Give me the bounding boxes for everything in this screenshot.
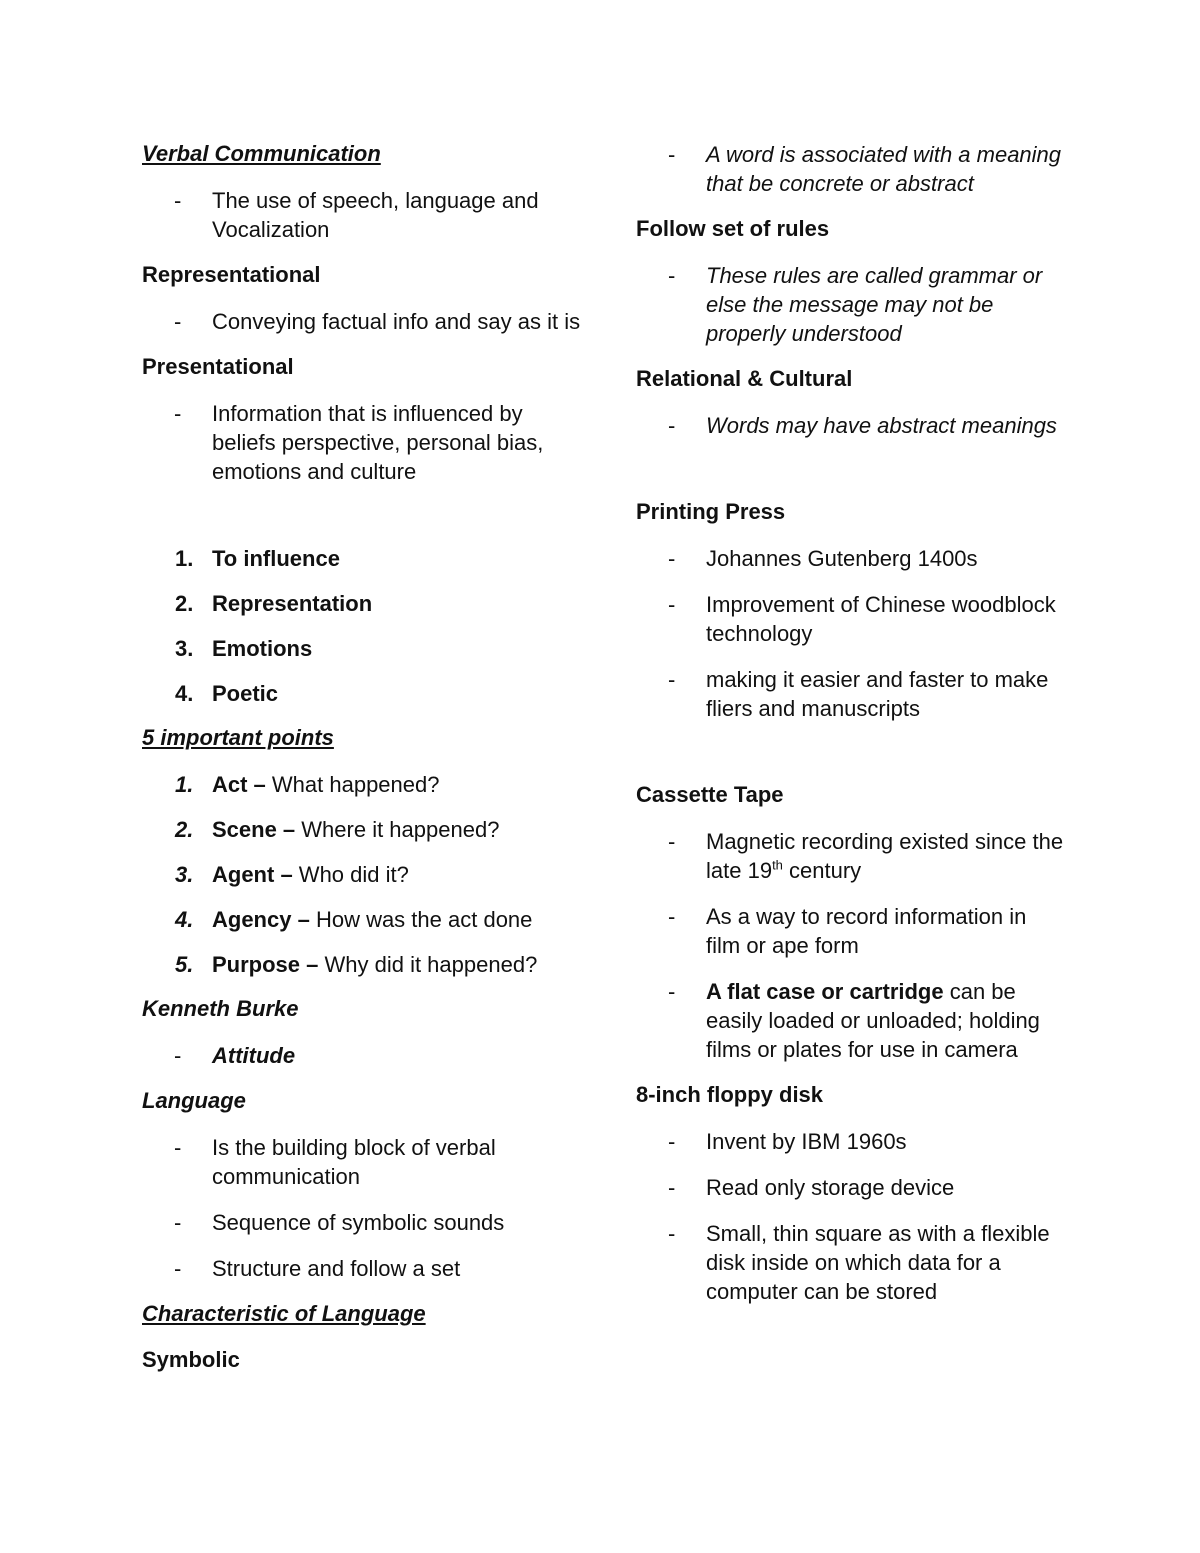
list-item: - Read only storage device xyxy=(668,1175,955,1200)
verbal-communication-list xyxy=(142,186,582,244)
list-item: - Information that is influenced by beliefs perspective, personal bias, emotions and culture xyxy=(174,401,544,484)
list-item: - Sequence of symbolic sounds xyxy=(174,1210,505,1235)
list-item: - Attitude xyxy=(174,1043,296,1068)
list-item: 1. Act – What happened? xyxy=(175,772,440,797)
list-item: - Words may have abstract meanings xyxy=(668,413,1057,438)
functions-list xyxy=(142,544,582,708)
list-item: 2. Representation xyxy=(175,591,373,616)
list-item: - A word is associated with a meaning that be concrete or abstract xyxy=(668,142,1062,196)
language-list xyxy=(142,1133,582,1283)
kenneth-burke-list xyxy=(142,1041,582,1070)
list-item: - A flat case or cartridge can be easily loaded or unloaded; holding films or plates for use in camera xyxy=(668,979,1040,1062)
presentational-list xyxy=(142,399,582,486)
list-item: - Conveying factual info and say as it is xyxy=(174,309,581,334)
list-item: - Johannes Gutenberg 1400s xyxy=(668,546,978,571)
language-heading: Language xyxy=(142,1088,246,1113)
important-points-list xyxy=(142,770,582,979)
follow-rules-heading: Follow set of rules xyxy=(636,216,830,241)
relational-cultural-list xyxy=(636,411,1066,440)
list-item: - Invent by IBM 1960s xyxy=(668,1129,907,1154)
list-item: - making it easier and faster to make fliers and manuscripts xyxy=(668,667,1049,721)
list-item: - Small, thin square as with a flexible disk inside on which data for a computer can be stored xyxy=(668,1221,1050,1304)
list-item: 3. Agent – Who did it? xyxy=(175,862,409,887)
important-points-heading: 5 important points xyxy=(142,725,334,750)
left-column xyxy=(142,140,582,1392)
floppy-disk-list xyxy=(636,1127,1066,1306)
list-item: 1. To influence xyxy=(175,546,340,571)
kenneth-burke-heading: Kenneth Burke xyxy=(142,996,299,1021)
list-item: - These rules are called grammar or else the message may not be properly understood xyxy=(668,263,1043,346)
floppy-disk-heading: 8-inch floppy disk xyxy=(636,1082,824,1107)
list-item: - Improvement of Chinese woodblock technology xyxy=(668,592,1056,646)
list-item: - The use of speech, language and Vocalization xyxy=(174,188,539,242)
relational-cultural-heading: Relational & Cultural xyxy=(636,366,853,391)
printing-press-list xyxy=(636,544,1066,723)
characteristic-of-language-heading: Characteristic of Language xyxy=(142,1301,426,1326)
list-item: 5. Purpose – Why did it happened? xyxy=(175,952,538,977)
list-item: - As a way to record information in film or ape form xyxy=(668,904,1027,958)
symbolic-list xyxy=(636,140,1066,198)
list-item: 3. Emotions xyxy=(175,636,313,661)
follow-rules-list xyxy=(636,261,1066,348)
verbal-communication-heading: Verbal Communication xyxy=(142,141,381,166)
list-item: - Is the building block of verbal communication xyxy=(174,1135,496,1189)
cassette-tape-list xyxy=(636,827,1066,1064)
presentational-heading: Presentational xyxy=(142,354,294,379)
list-item: 4. Agency – How was the act done xyxy=(175,907,533,932)
symbolic-heading: Symbolic xyxy=(142,1347,240,1372)
printing-press-heading: Printing Press xyxy=(636,499,786,524)
representational-list xyxy=(142,307,582,336)
list-item: - Magnetic recording existed since the late 19th century xyxy=(668,829,1064,883)
cassette-tape-heading: Cassette Tape xyxy=(636,782,784,807)
right-column xyxy=(636,140,1066,1323)
list-item: 2. Scene – Where it happened? xyxy=(175,817,500,842)
representational-heading: Representational xyxy=(142,262,321,287)
list-item: - Structure and follow a set xyxy=(174,1256,461,1281)
list-item: 4. Poetic xyxy=(175,681,279,706)
